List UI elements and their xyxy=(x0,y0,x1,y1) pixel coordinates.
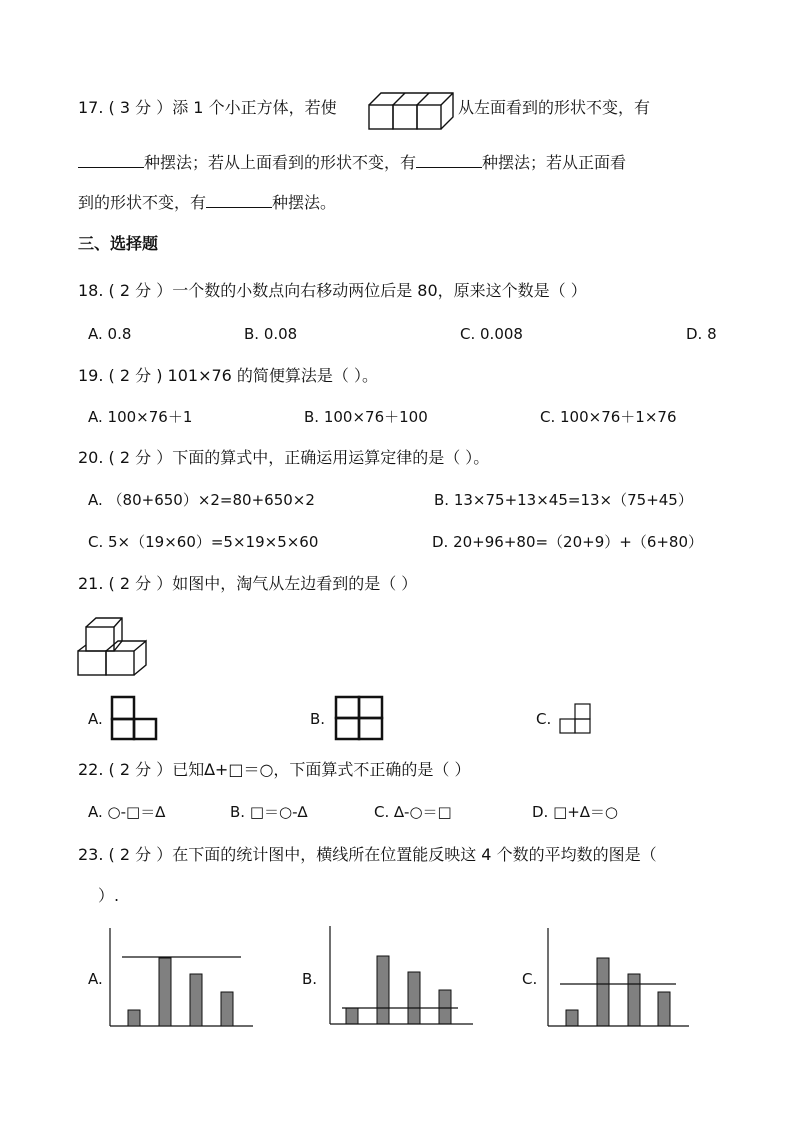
q23-stem: 23. ( 2 分 ）在下面的统计图中，横线所在位置能反映这 4 个数的平均数的图是（ xyxy=(78,845,657,864)
q21-option-a[interactable]: A. xyxy=(88,710,103,728)
q17-prefix: 17. ( 3 分 ）添 1 个小正方体，若使 xyxy=(78,98,337,117)
answer-blank[interactable] xyxy=(206,191,272,208)
q21-cube-figure xyxy=(76,617,152,677)
q23-option-a[interactable]: A. xyxy=(88,970,103,988)
q21-option-a-figure[interactable] xyxy=(110,695,158,741)
q21-option-b[interactable]: B. xyxy=(310,710,326,728)
q23-option-a-chart[interactable] xyxy=(108,928,253,1028)
bar xyxy=(346,1008,358,1024)
q21-stem: 21. ( 2 分 ）如图中，淘气从左边看到的是（ ） xyxy=(78,574,418,593)
section-heading: 三、选择题 xyxy=(78,234,159,253)
q17-line3-a: 到的形状不变，有 xyxy=(78,193,207,212)
q17-line2-b: 种摆法；若从正面看 xyxy=(482,153,627,172)
q18-option-c[interactable]: C. 0.008 xyxy=(460,325,523,343)
q19-option-b[interactable]: B. 100×76＋100 xyxy=(304,408,428,426)
q17-suffix: 从左面看到的形状不变，有 xyxy=(458,98,651,117)
q20-option-a[interactable]: A. （80+650）×2=80+650×2 xyxy=(88,491,315,509)
bar xyxy=(566,1010,578,1026)
q22-option-d[interactable]: D. □+∆＝○ xyxy=(532,803,618,821)
bar xyxy=(128,1010,140,1026)
bar xyxy=(597,958,609,1026)
q17-line2 xyxy=(78,151,626,173)
q17-line3 xyxy=(78,191,336,213)
bar xyxy=(377,956,389,1024)
q23-option-c[interactable]: C. xyxy=(522,970,538,988)
q20-option-b[interactable]: B. 13×75+13×45=13×（75+45） xyxy=(434,491,693,509)
q18-option-b[interactable]: B. 0.08 xyxy=(244,325,298,343)
q21-option-c-figure[interactable] xyxy=(559,702,593,736)
bar xyxy=(408,972,420,1024)
q22-option-c[interactable]: C. ∆-○＝□ xyxy=(374,803,452,821)
q22-option-a[interactable]: A. ○-□＝∆ xyxy=(88,803,166,821)
q20-stem: 20. ( 2 分 ）下面的算式中，正确运用运算定律的是（ ）。 xyxy=(78,448,490,467)
q22-stem: 22. ( 2 分 ）已知∆+□＝○，下面算式不正确的是（ ） xyxy=(78,760,471,779)
bar xyxy=(658,992,670,1026)
q18-stem: 18. ( 2 分 ）一个数的小数点向右移动两位后是 80，原来这个数是（ ） xyxy=(78,281,587,300)
q17-line3-b: 种摆法。 xyxy=(272,193,337,212)
q23-option-b-chart[interactable] xyxy=(328,926,473,1026)
q17-cube-figure xyxy=(368,92,456,130)
q20-option-c[interactable]: C. 5×（19×60）=5×19×5×60 xyxy=(88,533,319,551)
q21-option-c[interactable]: C. xyxy=(536,710,552,728)
q18-option-d[interactable]: D. 8 xyxy=(686,325,717,343)
bar xyxy=(221,992,233,1026)
q21-option-b-figure[interactable] xyxy=(334,695,384,741)
q19-stem: 19. ( 2 分 ) 101×76 的简便算法是（ ）。 xyxy=(78,366,379,385)
q23-stem-end: ）. xyxy=(98,886,120,905)
q22-option-b[interactable]: B. □＝○-∆ xyxy=(230,803,308,821)
bar xyxy=(190,974,202,1026)
answer-blank[interactable] xyxy=(416,151,482,168)
q17-line1 xyxy=(78,98,337,118)
q19-option-c[interactable]: C. 100×76＋1×76 xyxy=(540,408,677,426)
q23-option-c-chart[interactable] xyxy=(546,928,691,1028)
q20-option-d[interactable]: D. 20+96+80=（20+9）+（6+80） xyxy=(432,533,704,551)
q18-option-a[interactable]: A. 0.8 xyxy=(88,325,132,343)
answer-blank[interactable] xyxy=(78,151,144,168)
q19-option-a[interactable]: A. 100×76＋1 xyxy=(88,408,193,426)
bar xyxy=(439,990,451,1024)
q17-suffix-line xyxy=(458,98,650,118)
bar xyxy=(159,958,171,1026)
q17-line2-a: 种摆法；若从上面看到的形状不变，有 xyxy=(144,153,417,172)
q23-option-b[interactable]: B. xyxy=(302,970,318,988)
bar xyxy=(628,974,640,1026)
